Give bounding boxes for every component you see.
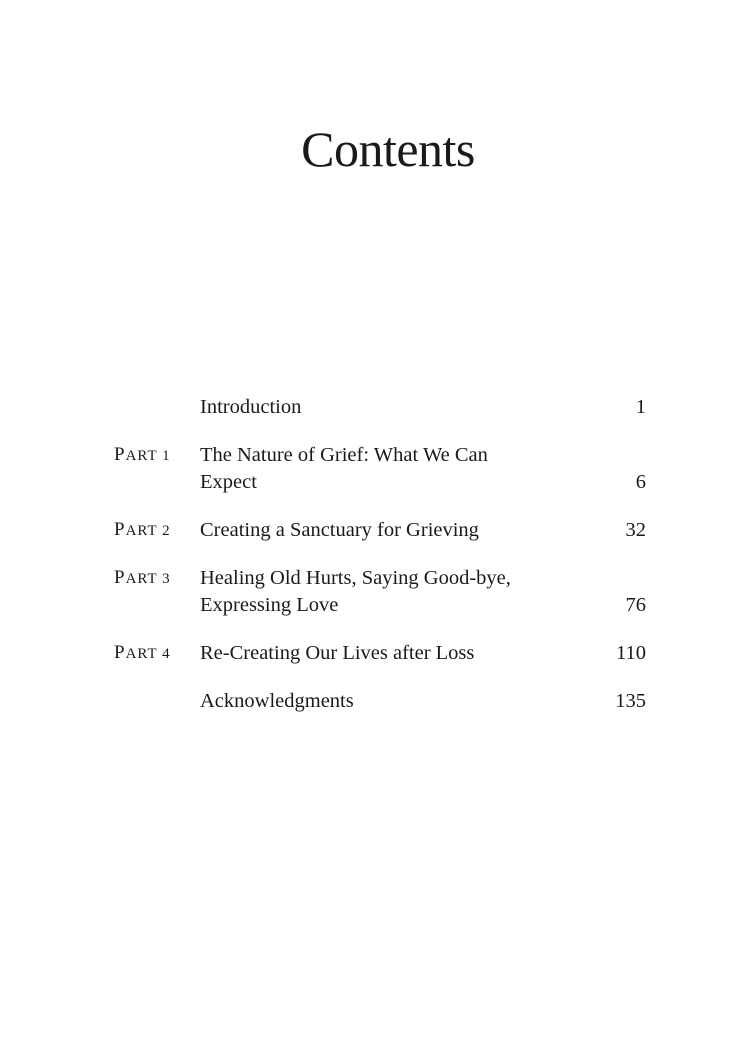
toc-entry-part-4[interactable] bbox=[0, 640, 750, 670]
part-label-initial: P bbox=[114, 567, 126, 588]
toc-entry-page: 110 bbox=[616, 642, 646, 664]
part-label bbox=[114, 519, 194, 541]
toc-entry-page: 1 bbox=[635, 396, 646, 418]
part-label bbox=[114, 642, 194, 664]
part-label-initial: P bbox=[114, 444, 126, 465]
toc-entry-title[interactable]: Acknowledgments bbox=[200, 690, 354, 712]
part-label-rest: ART 4 bbox=[125, 646, 171, 662]
part-label bbox=[114, 444, 194, 466]
part-label-initial: P bbox=[114, 642, 126, 663]
page-title: Contents bbox=[301, 121, 475, 177]
toc-entry-title[interactable]: Re-Creating Our Lives after Loss bbox=[200, 642, 475, 664]
toc-entry-part-2[interactable] bbox=[0, 517, 750, 547]
toc-entry-acknowledgments[interactable] bbox=[0, 688, 750, 718]
toc-entry-title[interactable]: Creating a Sanctuary for Grieving bbox=[200, 519, 479, 541]
part-label-rest: ART 1 bbox=[125, 448, 171, 464]
toc-entry-part-1[interactable] bbox=[0, 442, 750, 498]
toc-entry-part-3[interactable] bbox=[0, 565, 750, 621]
toc-entry-page: 32 bbox=[625, 519, 646, 541]
toc-entry-page: 6 bbox=[635, 471, 646, 493]
toc-entry-title[interactable]: The Nature of Grief: What We Can Expect bbox=[200, 444, 488, 493]
part-label-initial: P bbox=[114, 519, 126, 540]
part-label-rest: ART 2 bbox=[125, 523, 171, 539]
part-label-rest: ART 3 bbox=[125, 571, 171, 587]
toc-entry-title[interactable]: Healing Old Hurts, Saying Good-bye, Expressing Love bbox=[200, 567, 511, 616]
toc-entry-page: 135 bbox=[615, 690, 646, 712]
toc-entry-page: 76 bbox=[625, 594, 646, 616]
toc-entry-introduction[interactable] bbox=[0, 394, 750, 424]
part-label bbox=[114, 567, 194, 589]
toc-entry-title[interactable]: Introduction bbox=[200, 396, 302, 418]
